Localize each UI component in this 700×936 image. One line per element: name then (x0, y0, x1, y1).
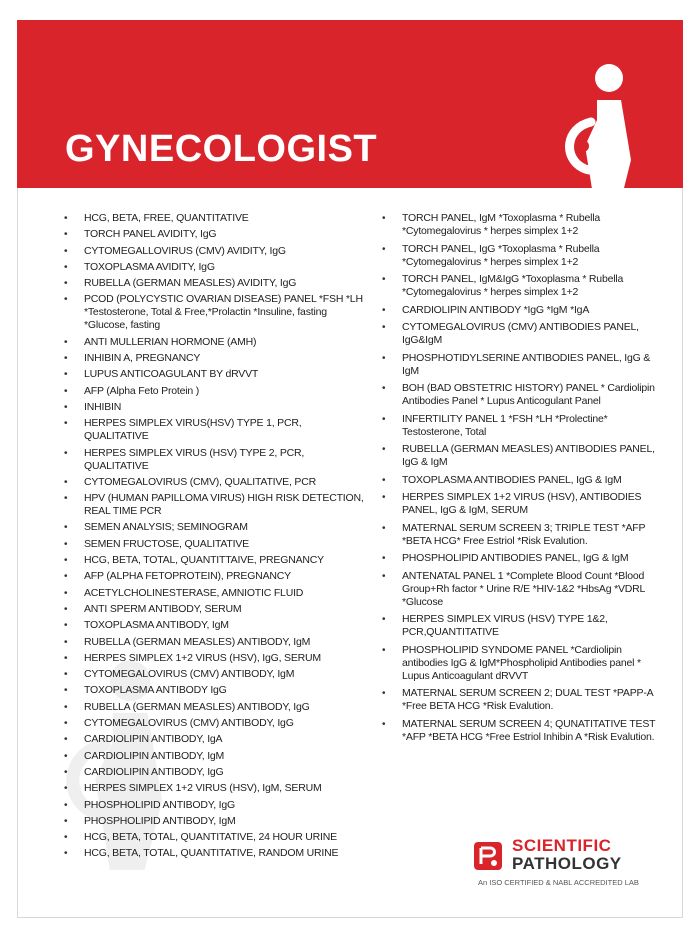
list-item: • TOXOPLASMA ANTIBODY IgG (64, 684, 364, 697)
list-item: • PHOSPHOTIDYLSERINE ANTIBODIES PANEL, IgG & IgM (382, 352, 660, 378)
list-item: • HERPES SIMPLEX 1+2 VIRUS (HSV), ANTIBODIES PANEL, IgG & IgM, SERUM (382, 491, 660, 517)
list-item: • PHOSPHOLIPID SYNDOME PANEL *Cardiolipin antibodies IgG & IgM*Phospholipid Antibodies panel * Lupus Anticoagulant dRVVT (382, 644, 660, 683)
list-item: • HCG, BETA, TOTAL, QUANTITATIVE, 24 HOUR URINE (64, 831, 364, 844)
list-item: • HPV (HUMAN PAPILLOMA VIRUS) HIGH RISK DETECTION, REAL TIME PCR (64, 492, 364, 518)
list-item: • TORCH PANEL AVIDITY, IgG (64, 228, 364, 241)
logo-tagline: An ISO CERTIFIED & NABL ACCREDITED LAB (478, 878, 639, 887)
list-item: • TOXOPLASMA ANTIBODIES PANEL, IgG & IgM (382, 474, 660, 487)
test-list-right (382, 212, 660, 748)
list-item: • CARDIOLIPIN ANTIBODY, IgA (64, 733, 364, 746)
list-item: • TORCH PANEL, IgM *Toxoplasma * Rubella *Cytomegalovirus * herpes simplex 1+2 (382, 212, 660, 238)
list-item: • CYTOMEGALOVIRUS (CMV) ANTIBODIES PANEL, IgG&IgM (382, 321, 660, 347)
list-item: • TOXOPLASMA ANTIBODY, IgM (64, 619, 364, 632)
list-item: • CYTOMEGALOVIRUS (CMV), QUALITATIVE, PCR (64, 476, 364, 489)
list-item: • AFP (ALPHA FETOPROTEIN), PREGNANCY (64, 570, 364, 583)
list-item: • HCG, BETA, TOTAL, QUANTITATIVE, RANDOM URINE (64, 847, 364, 860)
list-item: • INHIBIN A, PREGNANCY (64, 352, 364, 365)
list-item: • ANTI MULLERIAN HORMONE (AMH) (64, 336, 364, 349)
list-item: • RUBELLA (GERMAN MEASLES) ANTIBODY, IgG (64, 701, 364, 714)
list-item: • HERPES SIMPLEX 1+2 VIRUS (HSV), IgG, SERUM (64, 652, 364, 665)
lab-logo (472, 836, 672, 896)
list-item: • TORCH PANEL, IgM&IgG *Toxoplasma * Rubella *Cytomegalovirus * herpes simplex 1+2 (382, 273, 660, 299)
pregnant-woman-icon (547, 50, 657, 208)
list-item: • HCG, BETA, FREE, QUANTITATIVE (64, 212, 364, 225)
list-item: • CARDIOLIPIN ANTIBODY *IgG *IgM *IgA (382, 304, 660, 317)
list-item: • CYTOMEGALLOVIRUS (CMV) AVIDITY, IgG (64, 245, 364, 258)
list-item: • ANTENATAL PANEL 1 *Complete Blood Count *Blood Group+Rh factor * Urine R/E *HIV-1&2 *HbsAg *VDRL *Glucose (382, 570, 660, 609)
lab-logo-mark-icon (472, 840, 504, 872)
list-item: • RUBELLA (GERMAN MEASLES) ANTIBODIES PANEL, IgG & IgM (382, 443, 660, 469)
list-item: • BOH (BAD OBSTETRIC HISTORY) PANEL * Cardiolipin Antibodies Panel * Lupus Anticogulant Panel (382, 382, 660, 408)
list-item: • ANTI SPERM ANTIBODY, SERUM (64, 603, 364, 616)
list-item: • TORCH PANEL, IgG *Toxoplasma * Rubella *Cytomegalovirus * herpes simplex 1+2 (382, 243, 660, 269)
list-item: • CARDIOLIPIN ANTIBODY, IgM (64, 750, 364, 763)
list-item: • MATERNAL SERUM SCREEN 3; TRIPLE TEST *AFP *BETA HCG* Free Estriol *Risk Evalution. (382, 522, 660, 548)
list-item: • HERPES SIMPLEX VIRUS (HSV) TYPE 1&2, PCR,QUANTITATIVE (382, 613, 660, 639)
list-item: • CARDIOLIPIN ANTIBODY, IgG (64, 766, 364, 779)
list-item: • PHOSPHOLIPID ANTIBODY, IgM (64, 815, 364, 828)
list-item: • CYTOMEGALOVIRUS (CMV) ANTIBODY, IgG (64, 717, 364, 730)
list-item: • SEMEN FRUCTOSE, QUALITATIVE (64, 538, 364, 551)
list-item: • INHIBIN (64, 401, 364, 414)
list-item: • PHOSPHOLIPID ANTIBODIES PANEL, IgG & IgM (382, 552, 660, 565)
list-item: • HERPES SIMPLEX VIRUS (HSV) TYPE 2, PCR, QUALITATIVE (64, 447, 364, 473)
header-banner (17, 20, 683, 188)
list-item: • INFERTILITY PANEL 1 *FSH *LH *Prolectine* Testosterone, Total (382, 413, 660, 439)
page-title: GYNECOLOGIST (65, 128, 378, 170)
list-item: • MATERNAL SERUM SCREEN 4; QUNATITATIVE TEST *AFP *BETA HCG *Free Estriol Inhibin A *Risk Evalution. (382, 718, 660, 744)
list-item: • MATERNAL SERUM SCREEN 2; DUAL TEST *PAPP-A *Free BETA HCG *Risk Evalution. (382, 687, 660, 713)
logo-name-line2: PATHOLOGY (512, 854, 622, 873)
list-item: • ACETYLCHOLINESTERASE, AMNIOTIC FLUID (64, 587, 364, 600)
logo-name-line1: SCIENTIFIC (512, 836, 612, 855)
list-item: • PCOD (POLYCYSTIC OVARIAN DISEASE) PANEL *FSH *LH *Testosterone, Total & Free,*Prolactin *Insuline, fasting *Glucose, fasting (64, 293, 364, 332)
list-item: • AFP (Alpha Feto Protein ) (64, 385, 364, 398)
list-item: • CYTOMEGALOVIRUS (CMV) ANTIBODY, IgM (64, 668, 364, 681)
list-item: • RUBELLA (GERMAN MEASLES) ANTIBODY, IgM (64, 636, 364, 649)
test-list-left (64, 212, 364, 864)
list-item: • HERPES SIMPLEX VIRUS(HSV) TYPE 1, PCR, QUALITATIVE (64, 417, 364, 443)
list-item: • RUBELLA (GERMAN MEASLES) AVIDITY, IgG (64, 277, 364, 290)
list-item: • SEMEN ANALYSIS; SEMINOGRAM (64, 521, 364, 534)
list-item: • HCG, BETA, TOTAL, QUANTITTAIVE, PREGNANCY (64, 554, 364, 567)
list-item: • HERPES SIMPLEX 1+2 VIRUS (HSV), IgM, SERUM (64, 782, 364, 795)
list-item: • TOXOPLASMA AVIDITY, IgG (64, 261, 364, 274)
list-item: • LUPUS ANTICOAGULANT BY dRVVT (64, 368, 364, 381)
list-item: • PHOSPHOLIPID ANTIBODY, IgG (64, 799, 364, 812)
